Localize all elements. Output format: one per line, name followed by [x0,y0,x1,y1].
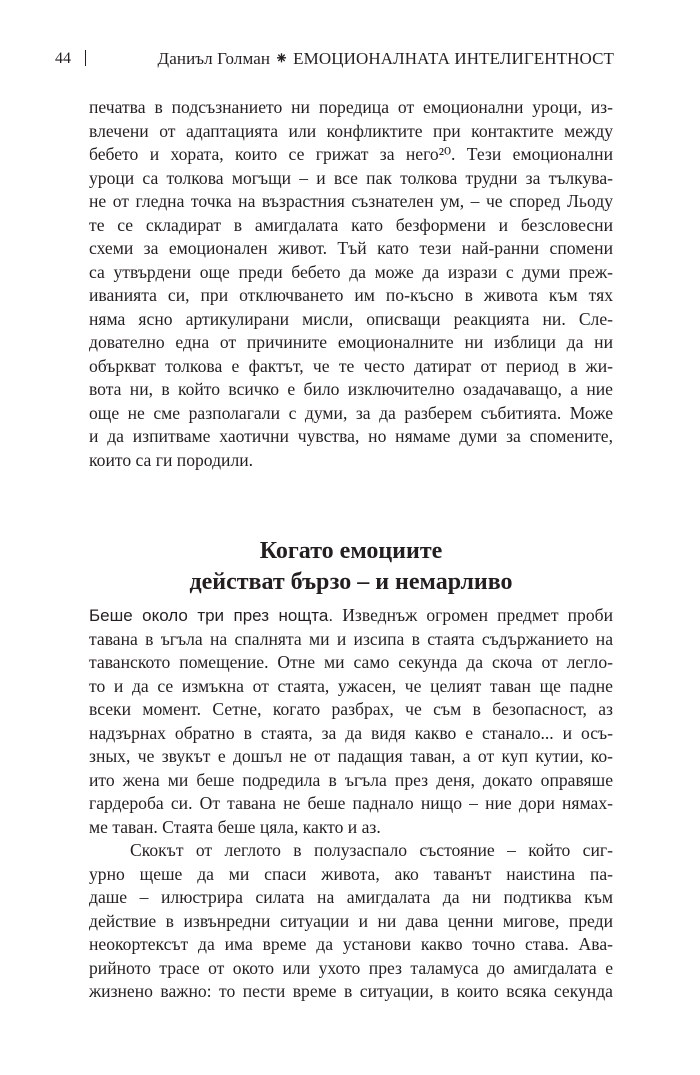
text-line: уроци са толкова могъщи – и все пак толкова трудни за тълкува- [89,167,613,188]
text-line: ме таван. Стаята беше цяла, както и аз. [89,816,381,837]
running-title: Даниъл Голман ⁕ ЕМОЦИОНАЛНАТА ИНТЕЛИГЕНТНОСТ [157,49,614,68]
text-line: дователно една от причините емоционалните ни изблици да ни [89,332,613,352]
text-line [89,604,613,628]
text-line: вота ни, в който всичко е било изключително озадачаващо, а ние [89,379,613,399]
text-line: иванията си, при отключването им по-късно в живота към тях [89,285,613,305]
text-line: ито жена ми беше подредила в ъгъла през деня, докато оправяше [89,769,613,790]
text-line: тавана в ъгъла на спалнята ми и изсипа в стаята съдържанието на [89,628,613,649]
text-line: те се складират в амигдалата като безформени и безсловесни [89,214,613,235]
heading-line: Когато емоциите [259,538,443,564]
text-line: надзърнах обратно в стаята, за да видя какво е станало... и осъ- [89,722,613,743]
page-number: 44 [55,50,71,67]
text-line: урно щеше да ми спаси живота, ако таванът наистина па- [89,863,613,884]
text-line: влечени от адаптацията или конфликтите при контактите между [89,120,613,141]
text-line: няма ясно артикулирани мисли, описващи реакцията ни. Сле- [89,308,613,329]
text-line: печатва в подсъзнанието ни поредица от емоционални уроци, из- [89,97,613,117]
text-line: бебето и хората, които се грижат за него²⁰. Тези емоционални [89,144,613,164]
text-line: даше – илюстрира силата на амигдалата да ни подтиква към [89,887,613,907]
text-line: объркват толкова е фактът, че те често датират от период в жи- [89,355,613,376]
text-line: са утвърдени още преди бебето да може да изрази с думи преж- [89,261,613,282]
text-line: схеми за емоционален живот. Тъй като тези най-ранни спомени [89,238,613,258]
lead-in-text: Беше около три през нощта. [89,606,334,625]
text-line: неокортексът да има време да установи какво точно става. Ава- [89,934,613,954]
text-line: рийното трасе от окото или ухото през таламуса до амигдалата е [89,957,613,978]
text-line: зных, че звукът е дошъл не от падащия таван, а от куп кутии, ко- [89,746,613,766]
section-heading [89,536,613,598]
text-line: и да изпитваме хаотични чувства, но нямаме думи за спомените, [89,426,613,446]
text-line: още не сме разполагали с думи, за да разберем събитията. Може [89,402,613,423]
text-line: Скокът от леглото в полузаспало състояние – който сиг- [130,840,613,860]
text-line: гардероба си. От тавана не беше паднало нищо – ние дори нямах- [89,793,613,813]
text-line: действие в извънредни ситуации и ни дава ценни мигове, преди [89,910,613,931]
running-head [0,44,700,72]
text-line: които са ги породили. [89,449,254,470]
heading-line: действат бързо – и немарливо [189,569,513,595]
text-line: всеки момент. Сетне, когато разбрах, че съм в безопасност, аз [89,699,613,719]
text-line: не от гледна точка на възрастния съзнателен ум, – че според Льоду [89,191,613,211]
text-run: Изведнъж огромен предмет проби [333,605,614,625]
text-line: то и да се измъкна от стаята, ужасен, че целият таван ще падне [89,675,613,696]
paragraph-2 [89,604,613,1004]
text-line: жизнено важно: то пести време в ситуации, в които всяка секунда [89,981,613,1001]
text-line: таванското помещение. Отне ми само секунда да скоча от легло- [89,652,613,672]
paragraph-1 [89,96,613,472]
header-divider [85,50,86,66]
